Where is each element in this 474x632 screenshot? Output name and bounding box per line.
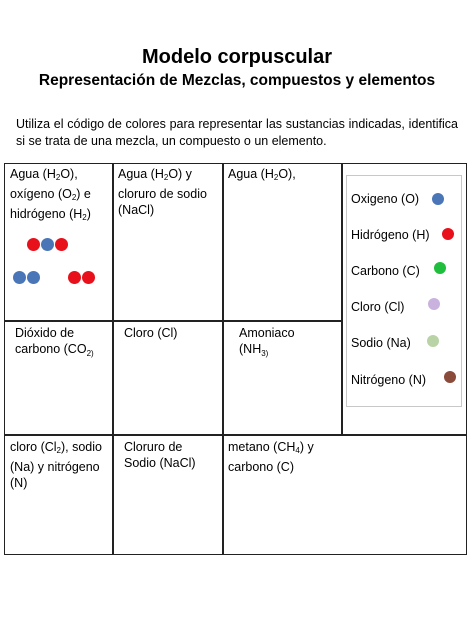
legend-dot-hidrogeno bbox=[442, 228, 454, 240]
cell-r1c2-line1: Agua $(H_2O)$ y bbox=[118, 167, 192, 182]
cell-r1c1 bbox=[10, 166, 91, 226]
cell-r1c2-line3: (NaCl) bbox=[118, 203, 155, 217]
cell-r3c3 bbox=[228, 439, 314, 475]
cell-r1c1-line3: hidrógeno $(H_2)$ bbox=[10, 207, 91, 222]
table-vline-1 bbox=[112, 164, 114, 554]
legend-label-hidrogeno: Hidrógeno (H) bbox=[351, 228, 430, 242]
cell-r1c3-line1: Agua $(H_2O)$, bbox=[228, 167, 296, 182]
cell-r2c3-line1: Amoniaco bbox=[239, 326, 295, 340]
table-hline-2 bbox=[5, 434, 466, 436]
example-blue-particle-3 bbox=[27, 271, 40, 284]
cell-r2c3 bbox=[239, 325, 295, 362]
example-red-particle-4 bbox=[82, 271, 95, 284]
table-vline-2 bbox=[222, 164, 224, 554]
cell-r2c3-line2: ($NH_{3)}$ bbox=[239, 342, 269, 358]
legend-item-cloro bbox=[351, 300, 404, 314]
cell-r1c2-line2: cloruro de sodio bbox=[118, 187, 207, 201]
example-red-particle-3 bbox=[68, 271, 81, 284]
cell-r2c1-line2: carbono ($CO_{2)}$ bbox=[15, 342, 94, 358]
cell-r1c3 bbox=[228, 166, 296, 186]
cell-r3c1 bbox=[10, 439, 110, 491]
cell-r3c1-line3: (N) bbox=[10, 476, 28, 490]
legend-label-carbono: Carbono (C) bbox=[351, 264, 420, 278]
legend-label-nitrogeno: Nitrógeno (N) bbox=[351, 373, 427, 387]
table-hline-1 bbox=[5, 320, 342, 322]
page-title: Modelo corpuscular bbox=[141, 46, 333, 68]
legend-label-sodio: Sodio (Na) bbox=[351, 336, 411, 350]
legend-label-cloro: Cloro (Cl) bbox=[351, 300, 405, 314]
legend-dot-sodio bbox=[427, 335, 439, 347]
legend-dot-carbono bbox=[434, 262, 446, 274]
cell-r3c2-line1: Cloruro de bbox=[124, 440, 183, 454]
legend-item-hidrogeno bbox=[351, 228, 430, 242]
page-subtitle: Representación de Mezclas, compuestos y elementos bbox=[38, 72, 436, 89]
cell-r1c1-line2: oxígeno $(O_2)$ e bbox=[10, 187, 91, 202]
instructions-text: Utiliza el código de colores para representar las sustancias indicadas, identifica si se trata de una mezcla, un compuesto o un elemento. bbox=[16, 117, 458, 148]
legend-label-oxigeno: Oxigeno (O) bbox=[351, 192, 420, 206]
cell-r3c2-line2: Sodio (NaCl) bbox=[124, 456, 196, 470]
legend-item-sodio bbox=[351, 336, 411, 350]
cell-r3c3-line2: carbono (C) bbox=[228, 460, 294, 474]
cell-r3c1-line1: cloro $(Cl_2)$, sodio bbox=[10, 440, 102, 455]
legend-dot-cloro bbox=[428, 298, 440, 310]
cell-r3c2 bbox=[124, 439, 196, 471]
legend-dot-nitrogeno bbox=[444, 371, 456, 383]
legend-item-carbono bbox=[351, 264, 420, 278]
legend-item-oxigeno bbox=[351, 192, 419, 206]
table-vline-3 bbox=[341, 164, 343, 434]
cell-r3c1-line2: (Na) y nitrógeno bbox=[10, 460, 100, 474]
legend-item-nitrogeno bbox=[351, 373, 426, 387]
color-legend bbox=[346, 175, 462, 407]
cell-r2c1 bbox=[15, 325, 94, 362]
cell-r3c3-line1: metano $(CH_4)$ y bbox=[228, 440, 314, 455]
cell-r1c2 bbox=[118, 166, 207, 218]
example-red-particle-1 bbox=[27, 238, 40, 251]
example-blue-particle-2 bbox=[13, 271, 26, 284]
cell-r2c2 bbox=[124, 325, 177, 341]
cell-r1c1-line1: Agua $(H_2O)$, bbox=[10, 167, 78, 182]
example-red-particle-2 bbox=[55, 238, 68, 251]
example-blue-particle-1 bbox=[41, 238, 54, 251]
cell-r2c2-line1: Cloro (Cl) bbox=[124, 326, 178, 340]
legend-dot-oxigeno bbox=[432, 193, 444, 205]
cell-r2c1-line1: Dióxido de bbox=[15, 326, 75, 340]
